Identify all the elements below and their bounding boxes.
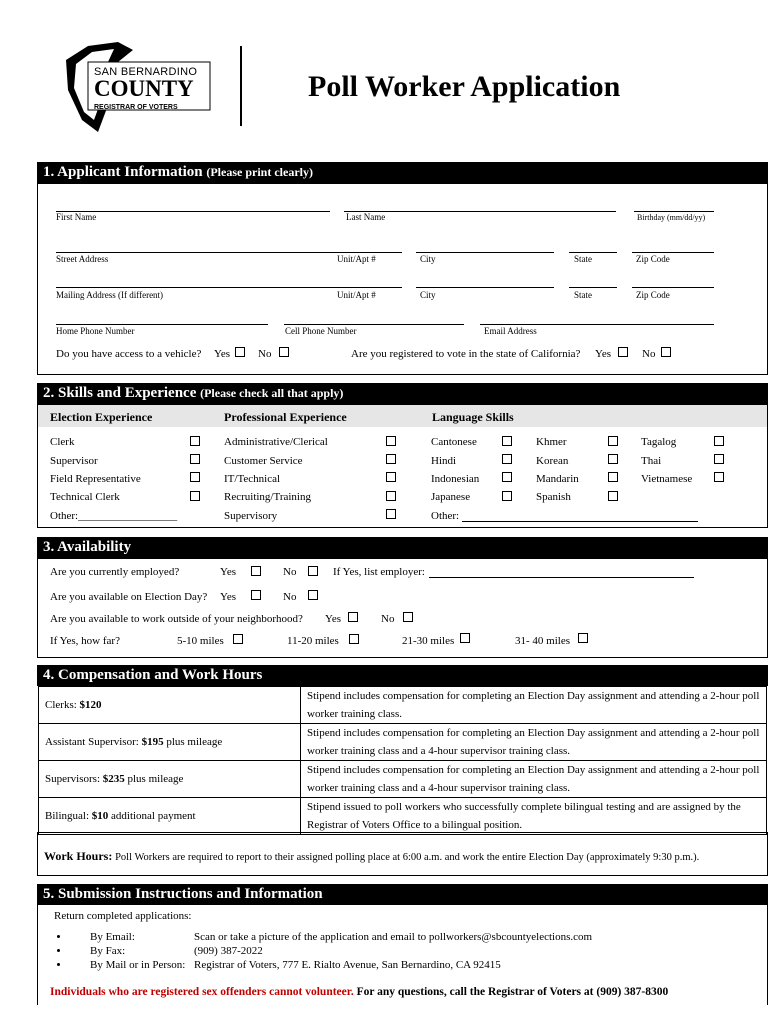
work-hours: [44, 849, 699, 864]
vehicle-question: Do you have access to a vehicle?: [56, 348, 202, 360]
list-item: [70, 930, 592, 944]
skill-supervisor-checkbox[interactable]: [190, 454, 200, 464]
skill-it-technical: IT/Technical: [224, 473, 281, 485]
comp-role-cell: [39, 724, 301, 761]
logo-line3: REGISTRAR OF VOTERS: [94, 104, 178, 111]
election-day-question: Are you available on Election Day?: [50, 591, 208, 603]
distance-11-20-checkbox[interactable]: [349, 634, 359, 644]
lang-thai: Thai: [641, 455, 662, 467]
lang-mandarin-checkbox[interactable]: [608, 472, 618, 482]
lang-mandarin: Mandarin: [536, 473, 579, 485]
method-label: By Email:: [90, 931, 135, 943]
section5-right-border: [767, 905, 768, 1005]
section5-left-border: [37, 905, 38, 1005]
comp-role-cell: [39, 761, 301, 798]
lang-hindi: Hindi: [431, 455, 457, 467]
registered-no-label: No: [642, 348, 656, 360]
list-item: [70, 944, 592, 958]
skill-administrative: Administrative/Clerical: [224, 436, 328, 448]
vehicle-yes-label: Yes: [214, 348, 231, 360]
comp-suffix: additional payment: [108, 810, 196, 822]
lang-cantonese: Cantonese: [431, 436, 477, 448]
method-value: Registrar of Voters, 777 E. Rialto Avenue, San Bernardino, CA 92415: [194, 959, 501, 971]
list-item: [70, 958, 592, 972]
lang-japanese-checkbox[interactable]: [502, 491, 512, 501]
unit-label: Unit/Apt #: [337, 254, 376, 264]
comp-amount: $120: [79, 699, 102, 711]
method-value: Scan or take a picture of the application and email to pollworkers@sbcountyelections.com: [194, 931, 593, 943]
lang-khmer-checkbox[interactable]: [608, 436, 618, 446]
comp-role: Assistant Supervisor:: [45, 736, 142, 748]
table-row: [39, 761, 767, 798]
section3-heading: [37, 537, 768, 558]
employed-question: Are you currently employed?: [50, 566, 180, 578]
questions-contact: For any questions, call the Registrar of Voters at (909) 387-8300: [356, 986, 669, 998]
birthday-field[interactable]: [634, 211, 714, 212]
distance-11-20-label: 11-20 miles: [287, 635, 339, 647]
comp-role: Bilingual:: [45, 810, 92, 822]
section5-title: 5. Submission Instructions and Information: [43, 886, 323, 902]
mailing-city-field[interactable]: [416, 287, 554, 288]
comp-role-cell: [39, 798, 301, 835]
employed-no-label: No: [283, 566, 297, 578]
section2-title: 2. Skills and Experience: [43, 385, 197, 401]
method-label: By Mail or in Person:: [90, 959, 186, 971]
birthday-label: Birthday (mm/dd/yy): [637, 213, 706, 222]
skill-recruiting: Recruiting/Training: [224, 491, 311, 503]
home-phone-field[interactable]: [56, 324, 268, 325]
comp-desc: Stipend includes compensation for completing an Election Day assignment and attending a 2-hour poll worker training class and a 4-hour supervisor training class.: [301, 724, 767, 761]
skill-supervisor: Supervisor: [50, 455, 98, 467]
section2-heading: [37, 383, 768, 404]
section1-heading: [37, 162, 768, 183]
skill-supervisory: Supervisory: [224, 510, 278, 522]
registered-question: Are you registered to vote in the state of California?: [351, 348, 581, 360]
county-logo: [58, 40, 218, 140]
lang-tagalog: Tagalog: [641, 436, 677, 448]
first-name-label: First Name: [56, 212, 97, 222]
lang-indonesian: Indonesian: [431, 473, 480, 485]
mailing-city-label: City: [420, 290, 436, 300]
lang-indonesian-checkbox[interactable]: [502, 472, 512, 482]
skill-clerk: Clerk: [50, 436, 75, 448]
mailing-label: Mailing Address (If different): [56, 290, 164, 300]
table-row: [39, 724, 767, 761]
mailing-zip-field[interactable]: [632, 287, 714, 288]
skill-it-technical-checkbox[interactable]: [386, 472, 396, 482]
section4-title: 4. Compensation and Work Hours: [43, 667, 263, 683]
professional-experience-heading: Professional Experience: [224, 410, 347, 424]
distance-5-10-checkbox[interactable]: [233, 634, 243, 644]
cell-phone-label: Cell Phone Number: [285, 326, 357, 336]
skill-field-representative-checkbox[interactable]: [190, 472, 200, 482]
section1-subtitle: (Please print clearly): [206, 165, 313, 179]
distance-31-40-label: 31- 40 miles: [515, 635, 570, 647]
skill-clerk-checkbox[interactable]: [190, 436, 200, 446]
offender-warning: Individuals who are registered sex offenders cannot volunteer.: [50, 986, 354, 998]
skill-field-representative: Field Representative: [50, 473, 141, 485]
neighborhood-no-label: No: [381, 613, 395, 625]
employed-yes-label: Yes: [220, 566, 237, 578]
employed-yes-checkbox[interactable]: [251, 566, 261, 576]
comp-amount: $195: [141, 736, 164, 748]
table-row: [39, 798, 767, 835]
last-name-label: Last Name: [346, 212, 386, 222]
employer-label: If Yes, list employer:: [333, 566, 425, 578]
section1-title: 1. Applicant Information: [43, 164, 203, 180]
cell-phone-field[interactable]: [284, 324, 464, 325]
comp-amount: $235: [102, 773, 125, 785]
city-field[interactable]: [416, 252, 554, 253]
email-label: Email Address: [484, 326, 537, 336]
submission-list: [58, 930, 592, 972]
vehicle-no-label: No: [258, 348, 272, 360]
method-value: (909) 387-2022: [194, 945, 263, 957]
compensation-table: [38, 686, 767, 835]
lang-thai-checkbox[interactable]: [714, 454, 724, 464]
lang-hindi-checkbox[interactable]: [502, 454, 512, 464]
zip-field[interactable]: [632, 252, 714, 253]
work-hours-label: Work Hours:: [44, 849, 113, 863]
distance-21-30-checkbox[interactable]: [460, 633, 470, 643]
section4-heading: [37, 665, 768, 686]
neighborhood-yes-label: Yes: [325, 613, 342, 625]
lang-korean-checkbox[interactable]: [608, 454, 618, 464]
registered-no-checkbox[interactable]: [661, 347, 671, 357]
table-row: [39, 687, 767, 724]
election-day-no-checkbox[interactable]: [308, 590, 318, 600]
election-day-yes-label: Yes: [220, 591, 237, 603]
page-title: Poll Worker Application: [308, 70, 621, 103]
lang-other-field[interactable]: [462, 521, 698, 522]
skill-recruiting-checkbox[interactable]: [386, 491, 396, 501]
skill-technical-clerk-checkbox[interactable]: [190, 491, 200, 501]
lang-khmer: Khmer: [536, 436, 567, 448]
skill-supervisory-checkbox[interactable]: [386, 509, 396, 519]
neighborhood-no-checkbox[interactable]: [403, 612, 413, 622]
vehicle-no-checkbox[interactable]: [279, 347, 289, 357]
comp-desc: Stipend includes compensation for completing an Election Day assignment and attending a 2-hour poll worker training class.: [301, 687, 767, 724]
logo-line1: SAN BERNARDINO: [94, 66, 198, 78]
comp-suffix: plus mileage: [163, 736, 223, 748]
lang-korean: Korean: [536, 455, 569, 467]
lang-tagalog-checkbox[interactable]: [714, 436, 724, 446]
first-name-field[interactable]: [56, 211, 330, 212]
home-phone-label: Home Phone Number: [56, 326, 135, 336]
comp-suffix: plus mileage: [124, 773, 184, 785]
lang-japanese: Japanese: [431, 491, 471, 503]
lang-spanish-checkbox[interactable]: [608, 491, 618, 501]
footer-notice: [50, 986, 668, 998]
work-hours-text: Poll Workers are required to report to their assigned polling place at 6:00 a.m. and work the entire Election Day (approximately 9:30 p.m.).: [115, 852, 700, 863]
comp-role: Supervisors:: [45, 773, 103, 785]
mailing-unit-label: Unit/Apt #: [337, 290, 376, 300]
lang-other-label: Other:: [431, 510, 460, 522]
mailing-state-field[interactable]: [569, 287, 617, 288]
return-intro: Return completed applications:: [54, 910, 192, 922]
lang-vietnamese: Vietnamese: [641, 473, 693, 485]
logo-line2: COUNTY: [94, 76, 194, 101]
mailing-state-label: State: [574, 290, 592, 300]
vehicle-yes-checkbox[interactable]: [235, 347, 245, 357]
distance-5-10-label: 5-10 miles: [177, 635, 224, 647]
distance-31-40-checkbox[interactable]: [578, 633, 588, 643]
comp-role-cell: [39, 687, 301, 724]
mailing-field[interactable]: [56, 287, 402, 288]
section5-heading: [37, 884, 768, 905]
employed-no-checkbox[interactable]: [308, 566, 318, 576]
header-divider: [240, 46, 242, 126]
election-day-no-label: No: [283, 591, 297, 603]
section2-subtitle: (Please check all that apply): [200, 386, 344, 400]
election-experience-heading: Election Experience: [50, 410, 153, 424]
city-label: City: [420, 254, 436, 264]
neighborhood-question: Are you available to work outside of your neighborhood?: [50, 613, 303, 625]
email-field[interactable]: [480, 324, 714, 325]
neighborhood-yes-checkbox[interactable]: [348, 612, 358, 622]
skill-administrative-checkbox[interactable]: [386, 436, 396, 446]
distance-21-30-label: 21-30 miles: [402, 635, 455, 647]
comp-desc: Stipend issued to poll workers who successfully complete bilingual testing and are assigned by the Registrar of Voters Office to a bilingual position.: [301, 798, 767, 835]
comp-amount: $10: [91, 810, 109, 822]
state-field[interactable]: [569, 252, 617, 253]
section3-title: 3. Availability: [43, 539, 132, 555]
how-far-label: If Yes, how far?: [50, 635, 120, 647]
registered-yes-label: Yes: [595, 348, 612, 360]
election-day-yes-checkbox[interactable]: [251, 590, 261, 600]
comp-role: Clerks:: [45, 699, 80, 711]
street-field[interactable]: [56, 252, 402, 253]
employer-field[interactable]: [429, 577, 694, 578]
language-skills-heading: Language Skills: [432, 410, 514, 424]
method-label: By Fax:: [90, 945, 126, 957]
lang-vietnamese-checkbox[interactable]: [714, 472, 724, 482]
state-label: State: [574, 254, 592, 264]
mailing-zip-label: Zip Code: [636, 290, 670, 300]
skill-customer-service: Customer Service: [224, 455, 303, 467]
registered-yes-checkbox[interactable]: [618, 347, 628, 357]
lang-spanish: Spanish: [536, 491, 571, 503]
skill-technical-clerk: Technical Clerk: [50, 491, 120, 503]
lang-cantonese-checkbox[interactable]: [502, 436, 512, 446]
skill-customer-service-checkbox[interactable]: [386, 454, 396, 464]
zip-label: Zip Code: [636, 254, 670, 264]
skill-election-other[interactable]: Other:__________________: [50, 510, 178, 522]
street-label: Street Address: [56, 254, 109, 264]
comp-desc: Stipend includes compensation for completing an Election Day assignment and attending a 2-hour poll worker training class and a 4-hour supervisor training class.: [301, 761, 767, 798]
